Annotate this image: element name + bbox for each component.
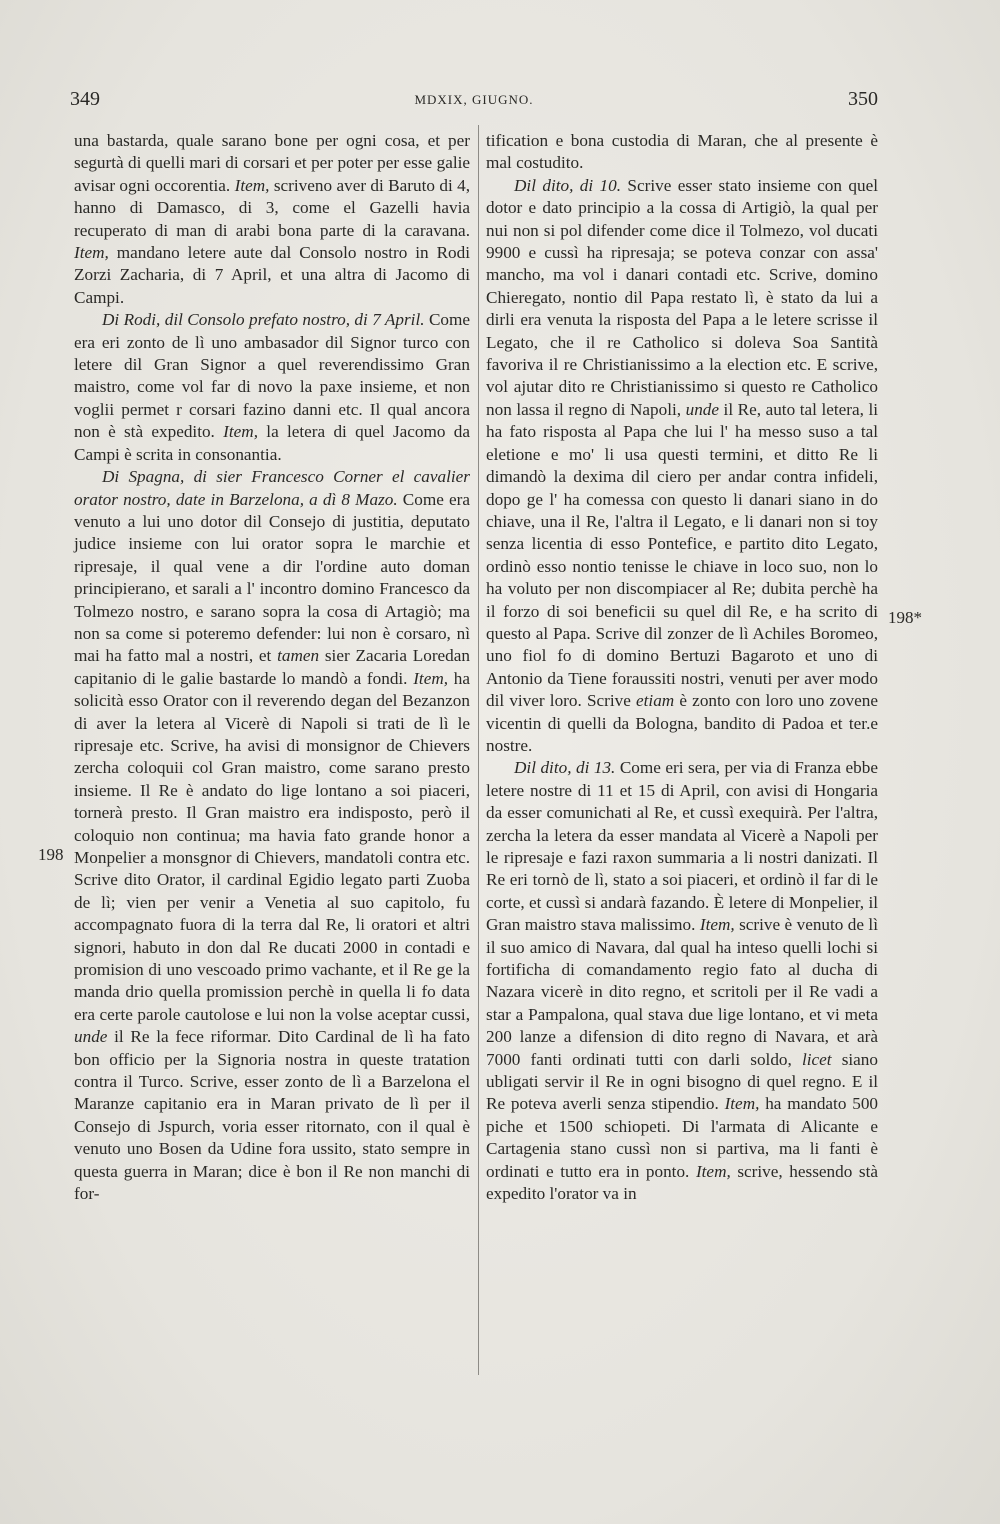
text-run: scrive è venuto de lì il suo amico di Navara, dal qual ha inteso quelli lochi si fortificha di comandamento regio fato al ducha di Nazara vicerè in dito regno, et scritoli per il Re vadi a star a Pampalona, qual stava due lige lontano, et vi meta 200 lanze a difension di dito regno di Navara, et arà 7000 fanti ordinati tutti con darli soldo,: [486, 915, 878, 1069]
paragraph: [486, 130, 878, 175]
paragraph: [74, 130, 470, 309]
text-run: una bastarda, quale sarano bone per ogni cosa, et per segurtà di quelli mari di corsari et per poter per esse galie avisar ogni occorentia.: [74, 131, 470, 195]
left-page-number: 349: [70, 88, 100, 110]
text-run: Come eri sera, per via di Franza ebbe letere nostre di 11 et 15 di April, con avisi di Hongaria da esser comunichati al Re, et cussì exequirà. Per l'altra, zercha la letera da esser mandata al Vicerè a Napoli per le ripresaje e fazi raxon summaria a li nostri danizati. Il Re eri tornò de lì, stato a soi piaceri, et ordinò il far di le corte, et cussì si andarà fazando. È letere di Monpelier, il Gran maistro stava malissimo.: [486, 758, 878, 935]
italic-text: Item,: [699, 915, 735, 935]
text-run: Come era venuto a lui uno dotor dil Consejo di justitia, deputato judice insieme con lui orator sopra le marchie et ripresaje, il qual vene a dir l'ordine auto doman principierano, et sarali a l' incontro domino Francesco da Tolmezo nostro, e sarano sopra la cosa di Artagiò; ma non sa come si poteremo defender: lui non è corsaro, nì mai ha fatto mal a nostri, et: [74, 489, 470, 666]
italic-text: Di Rodi, dil Consolo prefato nostro, di 7 April.: [102, 310, 425, 330]
italic-text: unde: [685, 399, 720, 419]
text-run: mandano letere aute dal Consolo nostro in Rodi Zorzi Zacharia, di 7 April, et una altra di Jacomo di Campi.: [74, 243, 470, 307]
text-run: scriveno aver di Baruto di 4, hanno di Damasco, di 3, come el Gazelli havia recuperato di man di arabi bona parte di la caravana.: [74, 175, 470, 240]
italic-text: Item,: [223, 422, 258, 442]
left-margin-note: 198: [38, 845, 64, 864]
text-run: Scrive esser stato insieme con quel dotor e dato principio a la cossa di Artigiò, la qual per nui non si pol difender come dice il Tolmezo, vol ducati 9900 e cussì ha ripresaja; se poteva conzar con assa' mancho, ma vol i danari contadi etc. Scrive, domino Chieregato, nontio dil Papa restato lì, è stato da lui a dirli era venuta la risposta del Papa a le letere scrisse il Legato, che il re Catholico si doleva Soa Santità favoriva il re Christianissimo a la election etc. E scrive, vol ajutar dito re Christianissimo si questo re Catholico non lassa il regno di Napoli,: [486, 175, 878, 419]
left-text-column: [74, 130, 470, 1206]
right-text-column: [486, 130, 878, 1206]
text-run: tification e bona custodia di Maran, che al presente è mal costudito.: [486, 131, 878, 173]
italic-text: tamen: [277, 646, 320, 666]
paragraph: [74, 466, 470, 1205]
text-run: il Re la fece riformar. Dito Cardinal de lì ha fato bon officio per la Signoria nostra in queste tratation contra il Turco. Scrive, esser zonto de lì a Barzelona el Maranze capitanio era in Maran privato de lì per il Consejo di Jspurch, voria esser ritornato, con il qual è venuto uno Bosen da Udine fora ussito, stato sempre in questa guerra in Maran; dice è bon il Re non manchi di for-: [74, 1027, 470, 1204]
italic-text: Di Spagna, di sier Francesco Corner el cavalier orator nostro, date in Barzelona, a dì 8 Mazo.: [74, 467, 470, 509]
column-divider: [478, 125, 479, 1375]
right-page-number: 350: [848, 88, 878, 110]
text-run: il Re, auto tal letera, li ha fato risposta al Papa che lui l' ha messo suso a tal eletione e mo' li usa questi termini, et ditto Re li dimandò la dexima dil ciero per andar contra infideli, dopo ge l' ha comessa con questo li danari siano in do chiave, una il Re, l'altra il Legato, e li danari non si toy senza licentia di esso Pontefice, e partito dito Legato, ordinò esso nontio tenisse le chiave in loco suo, non lo ha voluto per non discompiacer al Re; dubita perchè ha il forzo di soi beneficii su quel dil Re, e ha scrito di questo al Papa. Scrive dil zonzer de lì Achiles Boromeo, uno fiol fo di domino Bertuzi Bagaroto et uno di Antonio da Tiene foraussiti nostri, venuti per aver modo dil viver loro. Scrive: [486, 399, 878, 711]
right-margin-note: 198*: [888, 608, 922, 627]
text-run: sier Zacaria Loredan capitanio di le galie bastarde lo mandò a fondi.: [74, 646, 470, 688]
paragraph: [74, 309, 470, 466]
text-run: ha solicità esso Orator con il reverendo degan del Bezanzon di aver la letera al Vicerè di Napoli si trati de lì le ripresaje etc. Scrive, ha avisi di monsignor de Chievers zercha coloquii col Gran maistro, come sarano presto insieme. Il Re è andato do lige lontano a soi piaceri, tornerà presto. Il Gran maistro era indisposto, però il coloquio non continua; ma havia fato grande honor a Monpelier a monsgnor di Chievers, mandatoli contra etc. Scrive dito Orator, il cardinal Egidio legato parti Zuoba de lì; vien per venir a Venetia al suo capitolo, fu accompagnato fuora di la terra dal Re, li oratori et altri signori, habuto in don dal Re ducati 2000 in contadi e promision di uno vescoado primo vachante, et il Re ge la manda drio quella promission perchè in quella li fo data era certe parole cautolose e lui non la volse aceptar cussi,: [74, 668, 470, 1024]
italic-text: etiam: [636, 691, 675, 711]
running-head-title: MDXIX, GIUGNO.: [414, 92, 534, 107]
text-run: ha mandato 500 piche et 1500 schiopeti. Di l'armata di Alicante e Cartagenia stano cussì non si partiva, ma li fanti è ordinati e tutto era in ponto.: [486, 1094, 879, 1181]
italic-text: Item,: [695, 1161, 731, 1181]
italic-text: Item,: [234, 175, 270, 195]
italic-text: Dil dito, di 13.: [514, 758, 616, 778]
running-head: [70, 88, 878, 118]
italic-text: Item,: [74, 243, 109, 263]
italic-text: Dil dito, di 10.: [514, 175, 622, 195]
text-run: siano ubligati servir il Re in ogni bisogno di quel regno. E il Re poteva averli senza stipendio.: [486, 1049, 878, 1114]
italic-text: Item,: [413, 668, 449, 688]
text-run: la letera di quel Jacomo da Campi è scrita in consonantia.: [74, 422, 471, 464]
text-run: Come era eri zonto de lì uno ambasador dil Signor turco con letere dil Gran Signor a quel reverendissimo Gran maistro, come vol far di novo la paxe insieme, et non voglii permet r corsari fazino danni etc. Il qual ancora non è stà expedito.: [74, 310, 470, 442]
paragraph: [486, 175, 878, 758]
italic-text: licet: [801, 1049, 832, 1069]
paragraph: [486, 757, 878, 1205]
italic-text: unde: [74, 1027, 108, 1047]
text-run: scrive, hessendo stà expedito l'orator va in: [486, 1161, 878, 1204]
text-run: è zonto con loro uno zovene vicentin di quelli da Bologna, bandito di Padoa et ter.e nostre.: [486, 691, 878, 755]
italic-text: Item,: [724, 1094, 760, 1114]
